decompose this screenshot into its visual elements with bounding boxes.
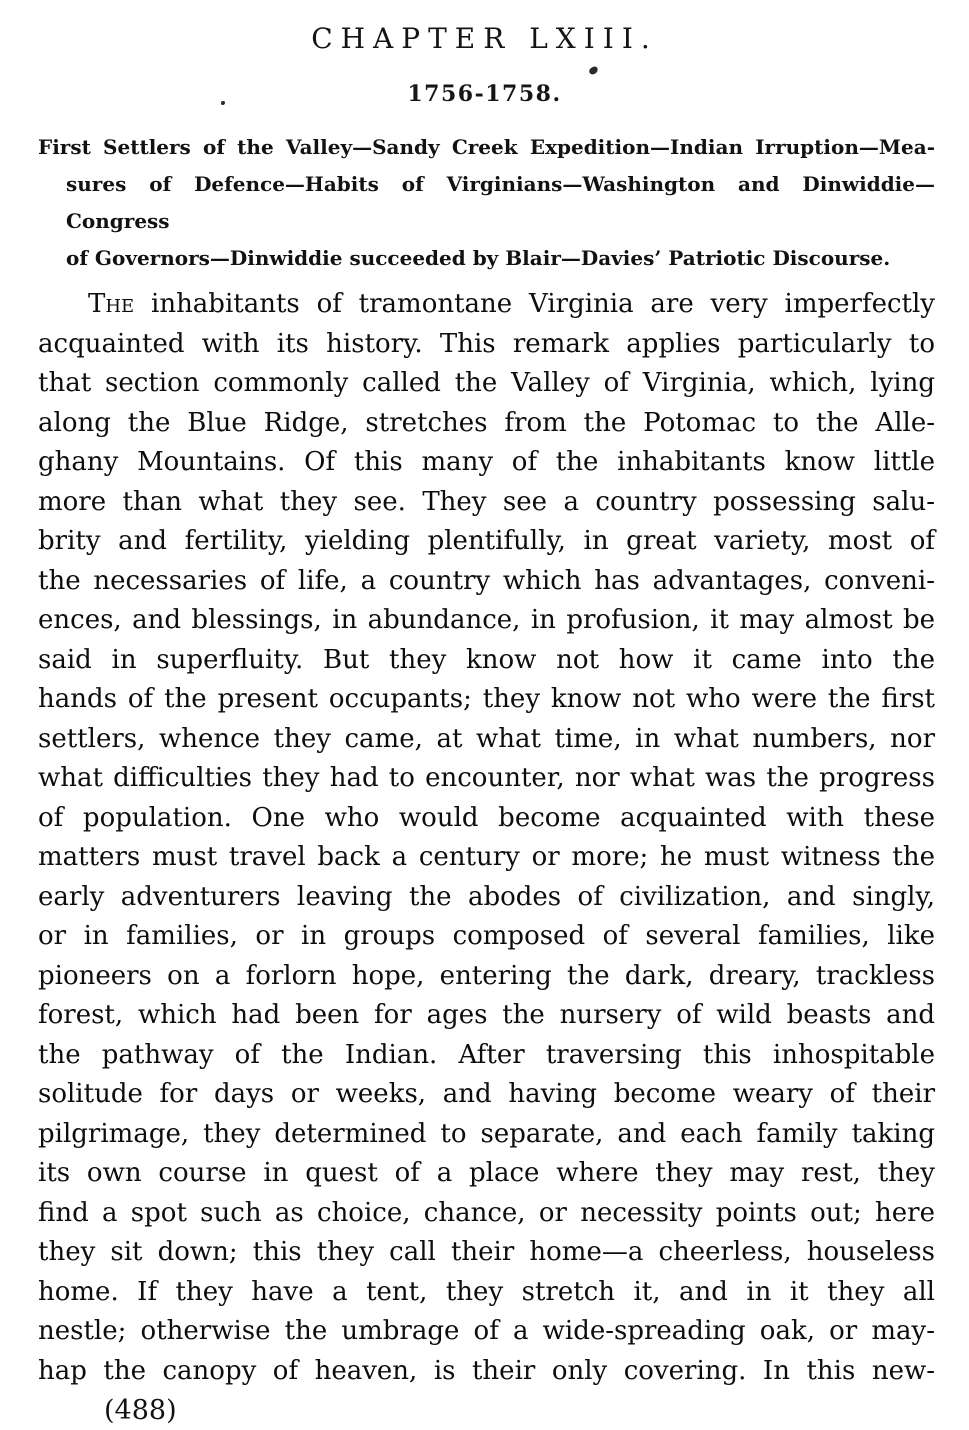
- body-line: said in superfluity. But they know not how it came into the: [38, 644, 935, 675]
- body-line: find a spot such as choice, chance, or necessity points out; here: [38, 1197, 935, 1228]
- body-line: The inhabitants of tramontane Virginia are very imperfectly: [88, 289, 935, 319]
- body-line: solitude for days or weeks, and having become weary of their: [38, 1079, 935, 1109]
- summary-line: First Settlers of the Valley—Sandy Creek Expedition—Indian Irruption—Mea-: [38, 135, 935, 159]
- body-line: the necessaries of life, a country which has advantages, conveni-: [38, 565, 935, 596]
- body-line: forest, which had been for ages the nursery of wild beasts and: [38, 1000, 935, 1030]
- body-line: its own course in quest of a place where they may rest, they: [38, 1158, 935, 1188]
- body-line: ghany Mountains. Of this many of the inhabitants know little: [38, 447, 935, 477]
- body-line: nestle; otherwise the umbrage of a wide-spreading oak, or may-: [38, 1316, 935, 1346]
- body-line: the pathway of the Indian. After traversing this inhospitable: [38, 1039, 935, 1070]
- body-line: settlers, whence they came, at what time, in what numbers, nor: [38, 723, 935, 754]
- body-line: of population. One who would become acquainted with these: [38, 802, 935, 833]
- body-line: hap the canopy of heaven, is their only covering. In this new-: [38, 1355, 935, 1386]
- body-line: ences, and blessings, in abundance, in profusion, it may almost be: [38, 605, 935, 635]
- page-number: (488): [104, 1395, 177, 1426]
- chapter-summary: [38, 129, 935, 277]
- body-line: pilgrimage, they determined to separate, and each family taking: [38, 1118, 935, 1149]
- summary-line: of Governors—Dinwiddie succeeded by Blair—Davies’ Patriotic Discourse.: [66, 246, 891, 270]
- body-text: [38, 285, 935, 1391]
- ink-speck: [588, 65, 599, 75]
- lead-word: The: [88, 289, 135, 319]
- body-line: pioneers on a forlorn hope, entering the dark, dreary, trackless: [38, 960, 935, 991]
- summary-line: sures of Defence—Habits of Virginians—Washington and Dinwiddie—Congress: [66, 172, 935, 233]
- body-line: matters must travel back a century or more; he must witness the: [38, 842, 935, 872]
- body-line: hands of the present occupants; they know not who were the first: [38, 684, 935, 714]
- body-line: more than what they see. They see a country possessing salu-: [38, 486, 935, 517]
- body-line: or in families, or in groups composed of several families, like: [38, 921, 935, 951]
- body-line: brity and fertility, yielding plentifully, in great variety, most of: [38, 526, 935, 556]
- body-line: that section commonly called the Valley of Virginia, which, lying: [38, 368, 935, 398]
- body-line: what difficulties they had to encounter, nor what was the progress: [38, 763, 935, 793]
- body-line: they sit down; this they call their home—a cheerless, houseless: [38, 1237, 935, 1267]
- body-line: along the Blue Ridge, stretches from the Potomac to the Alle-: [38, 407, 935, 438]
- chapter-date-range: 1756-1758.: [407, 81, 562, 107]
- body-line: home. If they have a tent, they stretch it, and in it they all: [38, 1276, 935, 1307]
- body-line: acquainted with its history. This remark applies particularly to: [38, 328, 935, 359]
- body-line: early adventurers leaving the abodes of civilization, and singly,: [38, 881, 935, 912]
- chapter-heading: CHAPTER LXIII.: [311, 22, 658, 55]
